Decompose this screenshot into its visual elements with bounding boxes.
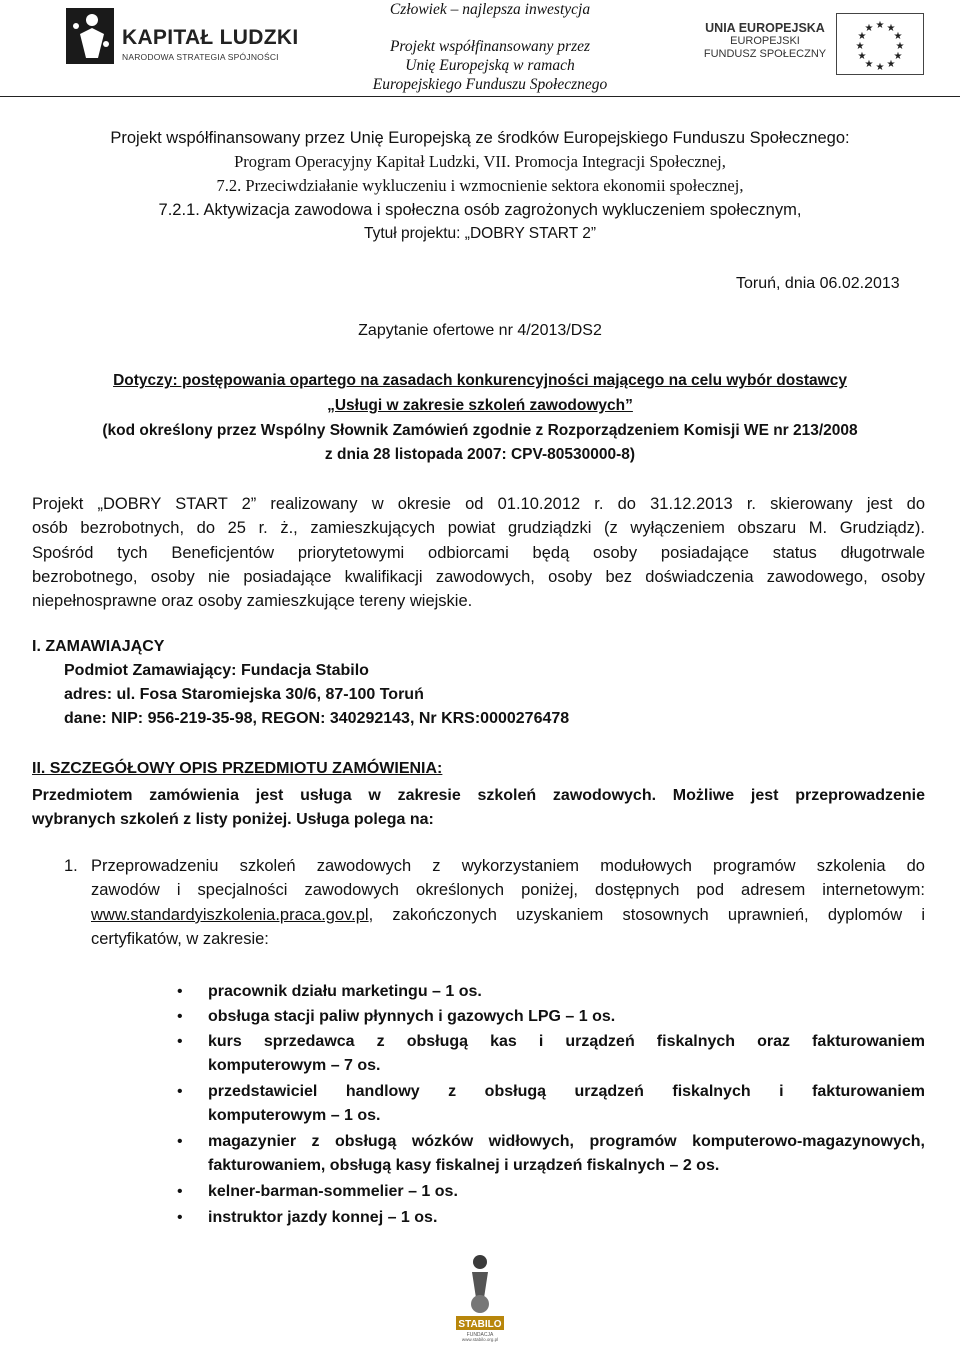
header-cofinanced-line-2: Unię Europejską w ramach	[405, 57, 575, 74]
ordering-party: Podmiot Zamawiający: Fundacja Stabilo	[64, 662, 369, 679]
intro-line-4: 7.2.1. Aktywizacja zawodowa i społeczna osób zagrożonych wykluczeniem społecznym,	[158, 201, 802, 219]
concerns-line-2	[0, 397, 960, 415]
kapital-ludzki-emblem-icon	[62, 4, 118, 68]
training-item: instruktor jazdy konnej – 1 os.	[208, 1209, 438, 1226]
kapital-ludzki-subtitle: NARODOWA STRATEGIA SPÓJNOŚCI	[122, 52, 279, 62]
svg-text:★: ★	[893, 31, 903, 42]
training-item: pracownik działu marketingu – 1 os.	[208, 983, 482, 1000]
eu-line-3: FUNDUSZ SPOŁECZNY	[703, 48, 827, 60]
svg-text:★: ★	[893, 51, 903, 62]
section-2-heading-text: II. SZCZEGÓŁOWY OPIS PRZEDMIOTU ZAMÓWIENIA:	[32, 760, 443, 777]
header-center-text	[330, 0, 650, 94]
eu-line-1: UNIA EUROPEJSKA	[705, 21, 825, 35]
project-par-line-3: Spośród tych Beneficjentów priorytetowymi odbiorcami będą osoby posiadające status długotrwale	[32, 544, 925, 562]
item-line-3-rest: , zakończonych uzyskaniem stosownych uprawnień, dyplomów i	[368, 906, 925, 924]
svg-text:★: ★	[857, 51, 867, 62]
stabilo-emblem-icon	[454, 1252, 506, 1342]
svg-text:★: ★	[875, 62, 885, 73]
place-date: Toruń, dnia 06.02.2013	[736, 275, 900, 292]
eu-fund-text	[700, 22, 830, 61]
svg-text:★: ★	[886, 59, 896, 70]
header-slogan: Człowiek – najlepsza inwestycja	[389, 1, 591, 18]
training-item: magazynier z obsługą wózków widłowych, programów komputerowo-magazynowych,	[208, 1133, 925, 1150]
intro-line-2: Program Operacyjny Kapitał Ludzki, VII. Promocja Integracji Społecznej,	[234, 152, 726, 171]
project-par-line-4: bezrobotnego, osoby nie posiadające kwalifikacji zawodowych, osoby bez doświadczenia zawodowego, osoby	[32, 568, 925, 586]
section-1-heading: I. ZAMAWIAJĄCY	[32, 638, 165, 655]
bullet-icon: •	[177, 1133, 183, 1150]
svg-text:★: ★	[875, 20, 885, 31]
svg-text:★: ★	[864, 59, 874, 70]
svg-text:★: ★	[857, 31, 867, 42]
svg-text:★: ★	[886, 23, 896, 34]
item-line-2: zawodów i specjalności zawodowych określonych poniżej, dostępnych pod adresem internetowym:	[91, 881, 925, 899]
concerns-line-1	[0, 372, 960, 390]
ordering-party-ids: dane: NIP: 956-219-35-98, REGON: 340292143, Nr KRS:0000276478	[64, 710, 570, 727]
section-2-line-1: Przedmiotem zamówienia jest usługa w zakresie szkoleń zawodowych. Możliwe jest przeprowadzenie	[32, 787, 925, 804]
intro-line-1: Projekt współfinansowany przez Unię Europejską ze środków Europejskiego Funduszu Społecznego:	[110, 129, 850, 147]
svg-text:★: ★	[895, 41, 905, 52]
concerns-line-3: (kod określony przez Wspólny Słownik Zamówień zgodnie z Rozporządzeniem Komisji WE nr 213/2008	[102, 422, 858, 439]
stabilo-name: STABILO	[458, 1319, 502, 1330]
intro-line-3: 7.2. Przeciwdziałanie wykluczeniu i wzmocnienie sektora ekonomii społecznej,	[216, 176, 744, 195]
bullet-icon: •	[177, 1033, 183, 1050]
bullet-icon: •	[177, 1083, 183, 1100]
item-line-1: Przeprowadzeniu szkoleń zawodowych z wykorzystaniem modułowych programów szkolenia do	[91, 857, 925, 875]
inquiry-title: Zapytanie ofertowe nr 4/2013/DS2	[358, 322, 602, 339]
header-divider	[0, 96, 960, 97]
bullet-icon: •	[177, 1008, 183, 1025]
bullet-icon: •	[177, 1209, 183, 1226]
stabilo-logo	[454, 1252, 506, 1342]
item-line-4: certyfikatów, w zakresie:	[91, 930, 269, 948]
project-par-line-2: osób bezrobotnych, do 25 r. ż., zamieszkujących powiat grudziądzki (z wyłączeniem obszaru M. Grudziądz).	[32, 519, 925, 537]
header-cofinanced-line-1: Projekt współfinansowany przez	[389, 38, 591, 55]
eu-flag-icon	[836, 13, 924, 75]
bullet-icon: •	[177, 983, 183, 1000]
standards-link[interactable]: www.standardyiszkolenia.praca.gov.pl	[91, 906, 369, 924]
list-item-number: 1.	[64, 857, 78, 875]
svg-text:★: ★	[864, 23, 874, 34]
ordering-party-address: adres: ul. Fosa Staromiejska 30/6, 87-100 Toruń	[64, 686, 424, 703]
eu-line-2: EUROPEJSKI	[730, 35, 800, 47]
project-par-line-5: niepełnosprawne oraz osoby zamieszkujące tereny wiejskie.	[32, 592, 473, 610]
training-item: komputerowym – 1 os.	[208, 1107, 381, 1124]
concerns-line-4: z dnia 28 listopada 2007: CPV-80530000-8)	[324, 446, 636, 463]
training-item: obsługa stacji paliw płynnych i gazowych LPG – 1 os.	[208, 1008, 616, 1025]
bullet-icon: •	[177, 1183, 183, 1200]
item-line-3	[91, 906, 925, 925]
training-item: fakturowaniem, obsługą kasy fiskalnej i urządzeń fiskalnych – 2 os.	[208, 1157, 720, 1174]
section-2-heading	[32, 760, 442, 778]
training-item: kurs sprzedawca z obsługą kas i urządzeń fiskalnych oraz fakturowaniem	[208, 1033, 925, 1050]
svg-text:★: ★	[855, 41, 865, 52]
training-item: przedstawiciel handlowy z obsługą urządzeń fiskalnych i fakturowaniem	[208, 1083, 925, 1100]
concerns-line-1-text: Dotyczy: postępowania opartego na zasadach konkurencyjności mającego na celu wybór dostawcy	[113, 372, 847, 389]
training-item: komputerowym – 7 os.	[208, 1057, 381, 1074]
training-item: kelner-barman-sommelier – 1 os.	[208, 1183, 458, 1200]
stabilo-sub: FUNDACJA	[466, 1332, 494, 1338]
kapital-ludzki-title: KAPITAŁ LUDZKI	[122, 26, 299, 49]
stabilo-url: www.stabilo.org.pl	[461, 1337, 499, 1342]
concerns-line-2-text: „Usługi w zakresie szkoleń zawodowych”	[327, 397, 633, 414]
project-title: Tytuł projektu: „DOBRY START 2”	[363, 225, 596, 242]
section-2-line-2: wybranych szkoleń z listy poniżej. Usługa polega na:	[32, 811, 434, 828]
header-cofinanced-line-3: Europejskiego Funduszu Społecznego	[372, 76, 608, 93]
project-par-line-1: Projekt „DOBRY START 2” realizowany w okresie od 01.10.2012 r. do 31.12.2013 r. skierowany jest do	[32, 495, 925, 513]
